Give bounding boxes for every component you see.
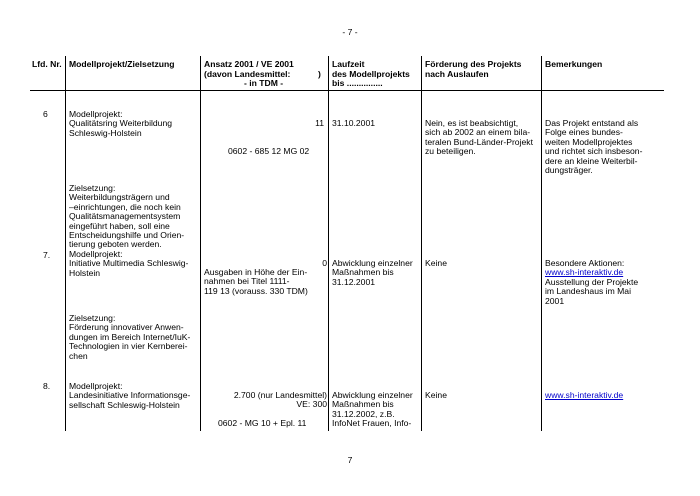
title-code: 0602 - MG 10 + Epl. 11 — [218, 418, 307, 428]
header-laufzeit-line3: bis ............... — [332, 78, 383, 88]
project-text: Modellprojekt: Landesinitiative Informationsge- sellschaft Schleswig-Holstein — [69, 381, 191, 410]
header-ansatz-line2: (davon Landesmittel: — [204, 68, 291, 79]
column-divider — [200, 56, 201, 431]
foerderung-text: Keine — [425, 390, 447, 400]
sh-interaktiv-link[interactable]: www.sh-interaktiv.de — [545, 390, 624, 400]
page-footer: 7 — [347, 455, 353, 465]
column-divider — [421, 56, 422, 431]
header-foerderung-line1: Förderung des Projekts — [425, 59, 522, 69]
laufzeit-text: 31.10.2001 — [332, 118, 376, 128]
page-header: - 7 - — [342, 27, 358, 37]
bemerkungen-text: Das Projekt entstand als Folge eines bundes- weiten Modellprojektes und richtet sich insbeson- dere an kleine Weiterbil- dungsträger. — [545, 118, 643, 176]
bemerkungen-text: Besondere Aktionen: www.sh-interaktiv.de Ausstellung der Projekte im Landeshaus im Mai 2001 — [545, 258, 639, 306]
row-number: 8. — [43, 381, 51, 391]
header-laufzeit-line1: Laufzeit — [332, 59, 365, 69]
ansatz-amount: 2.700 (nur Landesmittel) VE: 300 — [233, 390, 327, 410]
foerderung-text: Keine — [425, 258, 447, 268]
column-divider — [328, 56, 329, 431]
header-project: Modellprojekt/Zielsetzung — [69, 59, 175, 69]
ansatz-amount: 0 — [322, 258, 327, 268]
column-divider — [541, 56, 542, 431]
laufzeit-text: Abwicklung einzelner Maßnahmen bis 31.12.2002, z.B. InfoNet Frauen, Info- — [332, 390, 413, 429]
project-text: Modellprojekt: Qualitätsring Weiterbildung Schleswig-Holstein — [69, 109, 173, 138]
header-rule — [30, 90, 664, 91]
row-number: 6 — [43, 109, 48, 119]
ansatz-text: Ausgaben in Höhe der Ein- nahmen bei Titel 1111- 119 13 (vorauss. 330 TDM) — [204, 267, 308, 296]
header-ansatz-line1: Ansatz 2001 / VE 2001 — [204, 59, 294, 69]
header-nr: Lfd. Nr. — [32, 59, 62, 69]
row-number: 7. — [43, 250, 51, 260]
project-text: Modellprojekt: Initiative Multimedia Schleswig- Holstein — [69, 249, 189, 278]
foerderung-text: Nein, es ist beabsichtigt, sich ab 2002 an einem bila- teralen Bund-Länder-Projekt zu beteiligen. — [425, 118, 533, 157]
bemerkungen-text — [545, 391, 623, 400]
header-foerderung-line2: nach Auslaufen — [425, 68, 489, 79]
sh-interaktiv-link[interactable]: www.sh-interaktiv.de — [545, 267, 624, 278]
title-code: 0602 - 685 12 MG 02 — [228, 146, 310, 156]
ansatz-amount: 11 — [315, 118, 324, 128]
header-laufzeit-line2: des Modellprojekts — [332, 68, 410, 79]
header-bemerkungen: Bemerkungen — [545, 59, 603, 69]
header-ansatz-paren: ) — [318, 68, 321, 79]
zielsetzung-text: Zielsetzung: Förderung innovativer Anwen- dungen im Bereich Internet/IuK- Technologien in vier Kernberei- chen — [69, 313, 191, 361]
laufzeit-text: Abwicklung einzelner Maßnahmen bis 31.12.2001 — [332, 258, 413, 287]
column-divider — [65, 56, 66, 431]
zielsetzung-text: Zielsetzung: Weiterbildungsträgern und –einrichtungen, die noch kein Qualitätsmanagementsystem eingeführt haben, soll eine Entscheidungshilfe und Orien- tierung geboten werden. — [69, 183, 185, 250]
header-ansatz-line3: - in TDM - — [244, 78, 284, 88]
